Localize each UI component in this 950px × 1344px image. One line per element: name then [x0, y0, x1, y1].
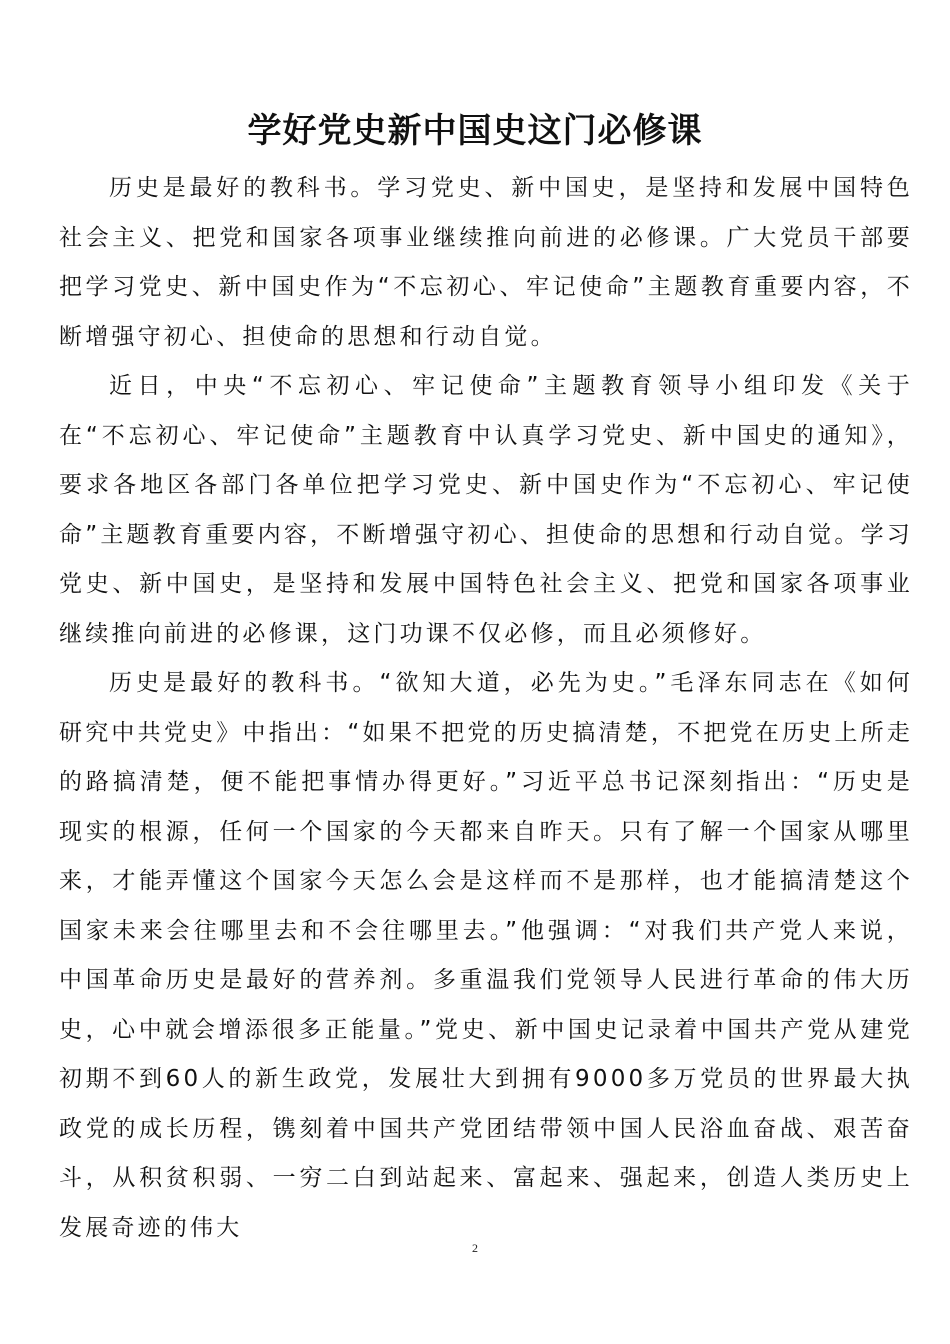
paragraph-3: 历史是最好的教科书。“欲知大道，必先为史。”毛泽东同志在《如何研究中共党史》中指出：“如果不把党的历史搞清楚，不把党在历史上所走的路搞清楚，便不能把事情办得更好。”习近平总书记深刻指出：“历史是现实的根源，任何一个国家的今天都来自昨天。只有了解一个国家从哪里来，才能弄懂这个国家今天怎么会是这样而不是那样，也才能搞清楚这个国家未来会往哪里去和不会往哪里去。”他强调：“对我们共产党人来说，中国革命历史是最好的营养剂。多重温我们党领导人民进行革命的伟大历史，心中就会增添很多正能量。”党史、新中国史记录着中国共产党从建党初期不到60人的新生政党，发展壮大到拥有9000多万党员的世界最大执政党的成长历程，镌刻着中国共产党团结带领中国人民浴血奋战、艰苦奋斗，从积贫积弱、一穷二白到站起来、富起来、强起来，创造人类历史上发展奇迹的伟大: [59, 670, 913, 1241]
page-number: 2: [472, 1241, 478, 1255]
document-body: [59, 164, 913, 1253]
paragraph-1: 历史是最好的教科书。学习党史、新中国史，是坚持和发展中国特色社会主义、把党和国家各项事业继续推向前进的必修课。广大党员干部要把学习党史、新中国史作为“不忘初心、牢记使命”主题教育重要内容，不断增强守初心、担使命的思想和行动自觉。: [59, 175, 913, 350]
document-title: 学好党史新中国史这门必修课: [247, 111, 703, 151]
paragraph-2: 近日，中央“不忘初心、牢记使命”主题教育领导小组印发《关于在“不忘初心、牢记使命”主题教育中认真学习党史、新中国史的通知》，要求各地区各部门各单位把学习党史、新中国史作为“不忘初心、牢记使命”主题教育重要内容，不断增强守初心、担使命的思想和行动自觉。学习党史、新中国史，是坚持和发展中国特色社会主义、把党和国家各项事业继续推向前进的必修课，这门功课不仅必修，而且必须修好。: [59, 373, 913, 647]
